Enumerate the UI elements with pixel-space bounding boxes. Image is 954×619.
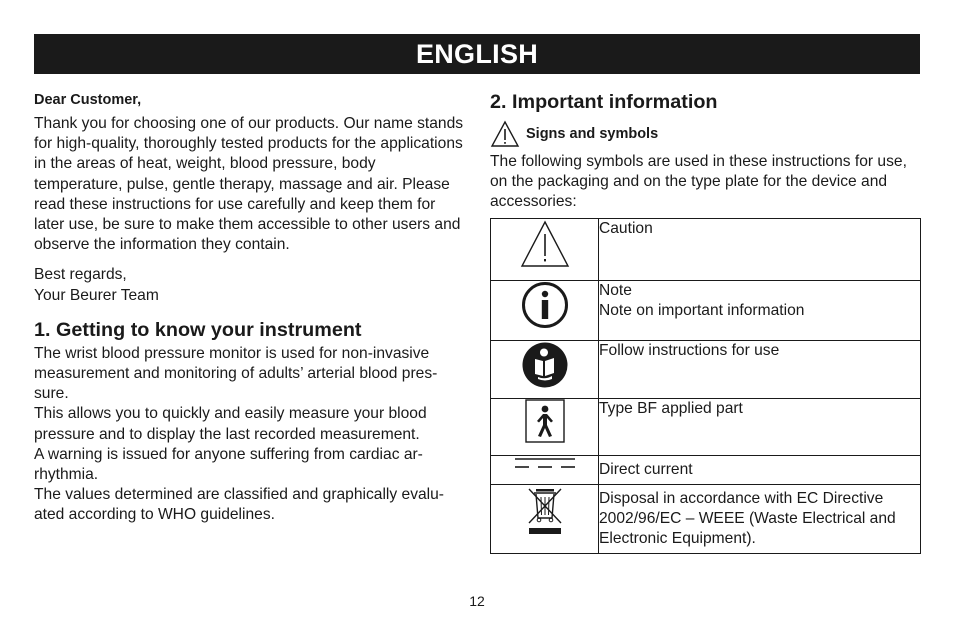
symbol-cell bbox=[491, 340, 599, 398]
page-number: 12 bbox=[469, 593, 485, 609]
intro-paragraph: Thank you for choosing one of our products. Our name stands for high-quality, thoroughly tested products for the applications in the areas of heat, weight, blood pressure, body temperature, pulse, gentle therapy, massage and air. Please read these instructions for use carefully and keep them for later use, be sure to make them accessible to other users and observe the information they contain. bbox=[34, 115, 464, 254]
weee-crossed-bin-icon bbox=[525, 485, 565, 535]
direct-current-icon bbox=[513, 456, 577, 470]
language-banner: ENGLISH bbox=[34, 34, 920, 74]
symbol-detail: Note on important information bbox=[599, 301, 805, 319]
table-row bbox=[491, 280, 921, 340]
signature: Your Beurer Team bbox=[34, 286, 159, 304]
section-2-intro: The following symbols are used in these instructions for use, on the packaging and on the type plate for the device and accessories: bbox=[490, 153, 907, 211]
symbol-label: Disposal in accordance with EC Directive 2002/96/EC – WEEE (Waste Electrical and Electronic Equipment). bbox=[599, 489, 896, 548]
symbol-label: Note bbox=[599, 281, 632, 299]
symbol-label: Caution bbox=[599, 219, 653, 237]
symbol-description bbox=[599, 340, 921, 398]
symbol-cell bbox=[491, 218, 599, 280]
signs-subheading-label: Signs and symbols bbox=[526, 125, 659, 142]
symbol-description bbox=[599, 484, 921, 553]
symbols-table bbox=[490, 218, 921, 554]
table-row bbox=[491, 484, 921, 553]
symbol-cell bbox=[491, 280, 599, 340]
symbol-description bbox=[599, 218, 921, 280]
symbol-cell bbox=[491, 455, 599, 484]
table-row bbox=[491, 340, 921, 398]
section-1-paragraph: The values determined are classified and graphically evalu-ated according to WHO guidelines. bbox=[34, 486, 444, 524]
section-1-paragraph: The wrist blood pressure monitor is used for non-invasive measurement and monitoring of adults’ arterial blood pres-sure. bbox=[34, 344, 438, 403]
section-1-heading: 1. Getting to know your instrument bbox=[34, 318, 362, 341]
symbol-description bbox=[599, 280, 921, 340]
left-column bbox=[34, 90, 466, 526]
regards: Best regards, bbox=[34, 266, 127, 284]
table-row bbox=[491, 218, 921, 280]
symbol-label: Follow instructions for use bbox=[599, 341, 780, 359]
type-bf-icon bbox=[525, 399, 565, 443]
symbol-description bbox=[599, 398, 921, 455]
symbol-cell bbox=[491, 484, 599, 553]
info-circle-icon bbox=[521, 281, 569, 329]
symbol-label: Direct current bbox=[599, 460, 693, 478]
table-row bbox=[491, 398, 921, 455]
section-2-heading: 2. Important information bbox=[490, 91, 718, 113]
warning-triangle-icon bbox=[519, 219, 571, 269]
signs-and-symbols-subheading bbox=[490, 120, 921, 148]
right-column bbox=[490, 90, 921, 554]
salutation: Dear Customer, bbox=[34, 92, 142, 108]
symbol-description bbox=[599, 455, 921, 484]
table-row bbox=[491, 455, 921, 484]
section-1-paragraph: A warning is issued for anyone suffering from cardiac ar-rhythmia. bbox=[34, 445, 423, 484]
read-manual-icon bbox=[521, 341, 569, 389]
warning-triangle-icon bbox=[490, 120, 520, 148]
section-1-paragraph: This allows you to quickly and easily measure your blood pressure and to display the last recorded measurement. bbox=[34, 405, 427, 443]
symbol-label: Type BF applied part bbox=[599, 399, 743, 417]
symbol-cell bbox=[491, 398, 599, 455]
